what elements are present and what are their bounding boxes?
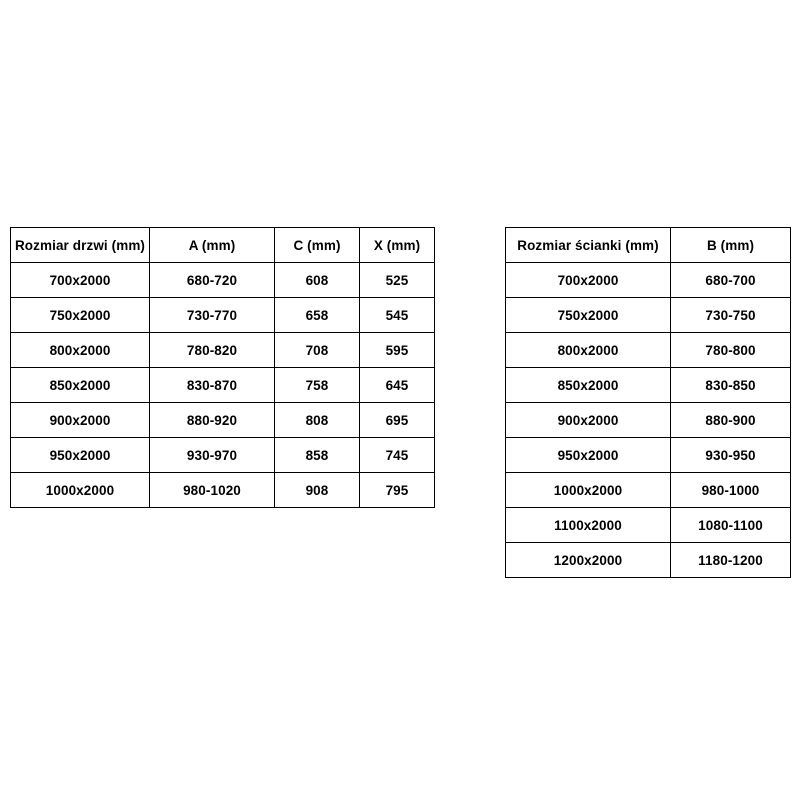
cell-wall-size: 950x2000 [506, 438, 671, 473]
cell-wall-size: 850x2000 [506, 368, 671, 403]
cell-x: 595 [360, 333, 435, 368]
table-row [506, 403, 791, 438]
cell-c: 608 [275, 263, 360, 298]
cell-x: 745 [360, 438, 435, 473]
table-row [506, 508, 791, 543]
cell-a: 730-770 [150, 298, 275, 333]
cell-c: 708 [275, 333, 360, 368]
cell-door-size: 700x2000 [11, 263, 150, 298]
cell-b: 980-1000 [671, 473, 791, 508]
cell-b: 830-850 [671, 368, 791, 403]
cell-b: 930-950 [671, 438, 791, 473]
column-header-c: C (mm) [275, 228, 360, 263]
doors-size-table [10, 227, 435, 508]
table-row [11, 263, 435, 298]
doors-table-body [11, 263, 435, 508]
cell-c: 908 [275, 473, 360, 508]
cell-wall-size: 800x2000 [506, 333, 671, 368]
cell-wall-size: 1100x2000 [506, 508, 671, 543]
cell-wall-size: 750x2000 [506, 298, 671, 333]
cell-b: 1080-1100 [671, 508, 791, 543]
table-header-row [11, 228, 435, 263]
cell-c: 658 [275, 298, 360, 333]
cell-door-size: 750x2000 [11, 298, 150, 333]
walls-size-table [505, 227, 791, 578]
cell-x: 525 [360, 263, 435, 298]
table-row [506, 263, 791, 298]
cell-a: 830-870 [150, 368, 275, 403]
cell-b: 880-900 [671, 403, 791, 438]
column-header-b: B (mm) [671, 228, 791, 263]
cell-door-size: 900x2000 [11, 403, 150, 438]
cell-a: 930-970 [150, 438, 275, 473]
table-row [11, 368, 435, 403]
cell-a: 780-820 [150, 333, 275, 368]
table-row [11, 473, 435, 508]
cell-wall-size: 1200x2000 [506, 543, 671, 578]
cell-b: 680-700 [671, 263, 791, 298]
cell-b: 780-800 [671, 333, 791, 368]
cell-door-size: 950x2000 [11, 438, 150, 473]
cell-c: 858 [275, 438, 360, 473]
table-row [11, 403, 435, 438]
table-header-row [506, 228, 791, 263]
table-row [506, 368, 791, 403]
column-header-x: X (mm) [360, 228, 435, 263]
cell-c: 808 [275, 403, 360, 438]
cell-door-size: 800x2000 [11, 333, 150, 368]
cell-b: 1180-1200 [671, 543, 791, 578]
table-row [506, 438, 791, 473]
table-row [11, 298, 435, 333]
cell-c: 758 [275, 368, 360, 403]
column-header-door-size: Rozmiar drzwi (mm) [11, 228, 150, 263]
table-row [506, 473, 791, 508]
doors-size-table-container [10, 227, 435, 508]
cell-wall-size: 700x2000 [506, 263, 671, 298]
cell-x: 545 [360, 298, 435, 333]
cell-x: 795 [360, 473, 435, 508]
cell-door-size: 850x2000 [11, 368, 150, 403]
doors-table-header [11, 228, 435, 263]
cell-x: 695 [360, 403, 435, 438]
table-row [11, 438, 435, 473]
cell-b: 730-750 [671, 298, 791, 333]
cell-a: 680-720 [150, 263, 275, 298]
walls-size-table-container [505, 227, 791, 578]
cell-a: 980-1020 [150, 473, 275, 508]
column-header-wall-size: Rozmiar ścianki (mm) [506, 228, 671, 263]
walls-table-header [506, 228, 791, 263]
cell-wall-size: 900x2000 [506, 403, 671, 438]
cell-a: 880-920 [150, 403, 275, 438]
column-header-a: A (mm) [150, 228, 275, 263]
cell-door-size: 1000x2000 [11, 473, 150, 508]
cell-wall-size: 1000x2000 [506, 473, 671, 508]
table-row [11, 333, 435, 368]
walls-table-body [506, 263, 791, 578]
table-row [506, 298, 791, 333]
cell-x: 645 [360, 368, 435, 403]
table-row [506, 333, 791, 368]
table-row [506, 543, 791, 578]
